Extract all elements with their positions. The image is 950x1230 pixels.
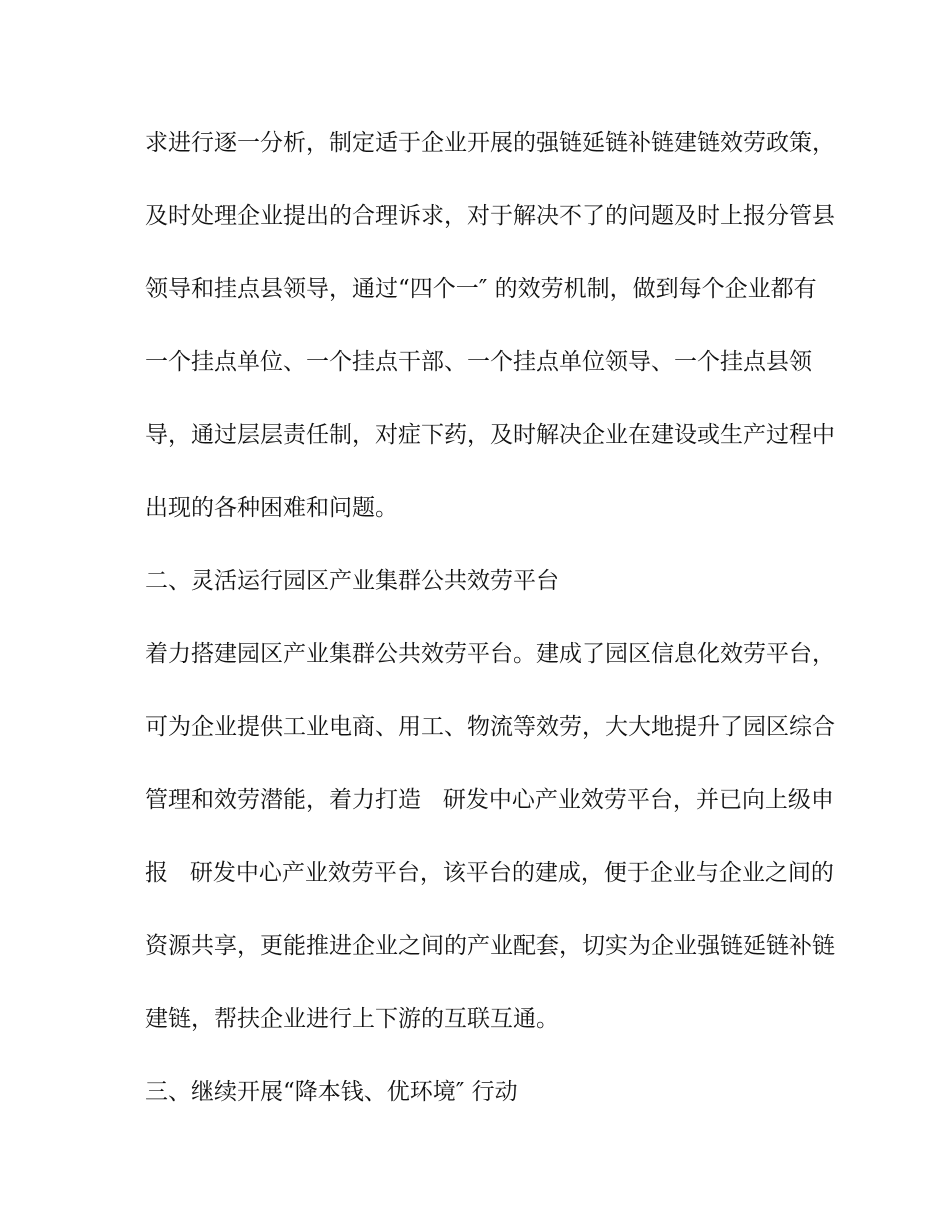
body-text-line: 资源共享，更能推进企业之间的产业配套，切实为企业强链延链补链 — [145, 933, 835, 959]
body-text-line: 导，通过层层责任制，对症下药，及时解决企业在建设或生产过程中 — [145, 422, 835, 448]
section-heading: 二、灵活运行园区产业集群公共效劳平台 — [145, 568, 559, 594]
body-text-line: 建链，帮扶企业进行上下游的互联互通。 — [145, 1006, 559, 1032]
body-text-line: 可为企业提供工业电商、用工、物流等效劳，大大地提升了园区综合 — [145, 714, 835, 740]
body-text-line: 着力搭建园区产业集群公共效劳平台。建成了园区信息化效劳平台， — [145, 641, 835, 667]
body-text-line: 出现的各种困难和问题。 — [145, 495, 398, 521]
body-text-line: 领导和挂点县领导，通过“四个一″ 的效劳机制，做到每个企业都有 — [145, 276, 817, 302]
body-text-line: 管理和效劳潜能，着力打造 研发中心产业效劳平台，并已向上级申 — [145, 787, 834, 813]
section-heading: 三、继续开展“降本钱、优环境″ 行动 — [145, 1079, 518, 1105]
body-text-line: 求进行逐一分析，制定适于企业开展的强链延链补链建链效劳政策， — [145, 130, 835, 156]
body-text-line: 一个挂点单位、一个挂点干部、一个挂点单位领导、一个挂点县领 — [145, 349, 812, 375]
body-text-line: 及时处理企业提出的合理诉求，对于解决不了的问题及时上报分管县 — [145, 203, 835, 229]
body-text-line: 报 研发中心产业效劳平台，该平台的建成，便于企业与企业之间的 — [145, 860, 834, 886]
